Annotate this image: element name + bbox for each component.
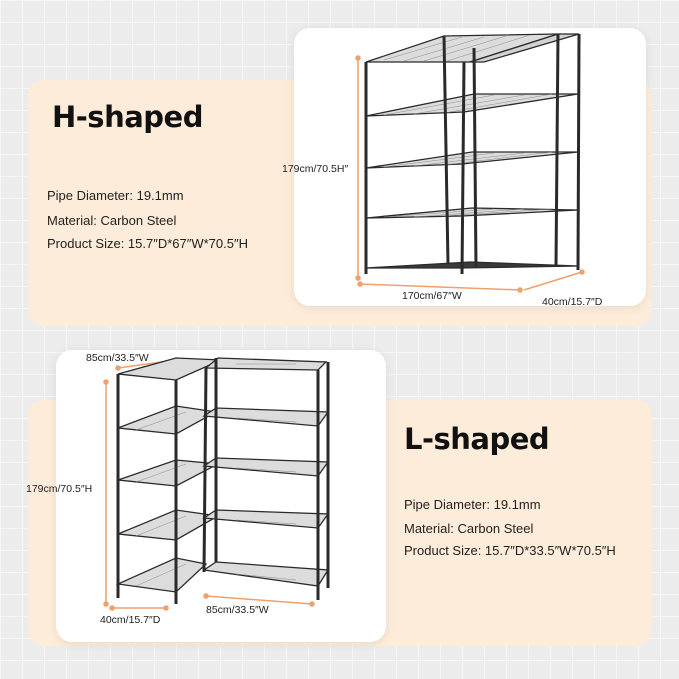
l-spec-product-size: Product Size: 15.7″D*33.5″W*70.5″H — [404, 543, 616, 558]
l-height-dimension-label: 179cm/70.5″H — [26, 483, 93, 495]
h-height-dimension-label: 179cm/70.5H″ — [282, 163, 349, 175]
l-spec-material: Material: Carbon Steel — [404, 521, 534, 536]
h-spec-material: Material: Carbon Steel — [47, 213, 177, 228]
l-shaped-shelf-photo — [26, 350, 386, 642]
h-shaped-title: H-shaped — [52, 100, 203, 134]
l-top-width-dimension-label: 85cm/33.5″W — [86, 352, 149, 364]
l-bottom-width-dimension-label: 85cm/33.5″W — [206, 604, 269, 616]
h-spec-product-size: Product Size: 15.7″D*67″W*70.5″H — [47, 236, 248, 251]
h-shaped-shelf-photo — [282, 28, 646, 308]
l-spec-pipe-diameter: Pipe Diameter: 19.1mm — [404, 497, 541, 512]
l-shaped-title: L-shaped — [404, 422, 550, 456]
h-width-dimension-label: 170cm/67″W — [402, 290, 462, 302]
h-spec-pipe-diameter: Pipe Diameter: 19.1mm — [47, 188, 184, 203]
h-depth-dimension-label: 40cm/15.7″D — [542, 296, 603, 308]
l-depth-dimension-label: 40cm/15.7″D — [100, 614, 161, 626]
l-shaped-shelf-illustration — [56, 350, 386, 642]
